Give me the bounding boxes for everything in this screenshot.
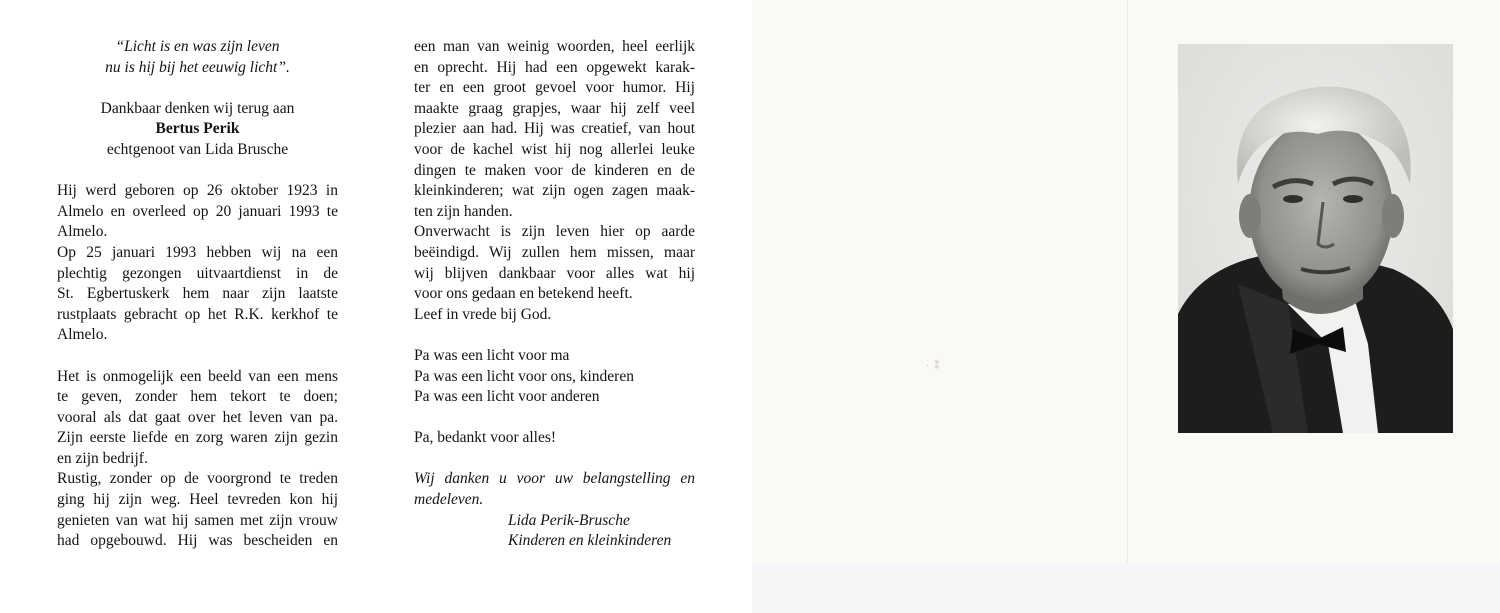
intro-line: Dankbaar denken wij terug aan xyxy=(100,99,295,117)
text-line: en oprecht. Hij had een opgewekt karak- xyxy=(414,58,695,76)
poem-line: Pa was een licht voor ma xyxy=(414,346,570,364)
text-line: genieten van wat hij samen met zijn vrouw xyxy=(57,511,338,529)
quote-line: “Licht is en was zijn leven xyxy=(115,38,280,55)
text-line: kleinkinderen; wat zijn ogen zagen maak- xyxy=(414,182,695,200)
text-line: Op 25 januari 1993 hebben wij na een xyxy=(57,243,338,261)
text-line: voor ons gedaan en betekend heeft. xyxy=(414,285,633,303)
memorial-quote xyxy=(57,37,338,78)
text-line: Almelo. xyxy=(57,223,108,241)
thanks-line: Pa, bedankt voor alles! xyxy=(414,429,557,447)
dedication xyxy=(57,99,338,161)
poem-line: Pa was een licht voor anderen xyxy=(414,388,600,406)
text-line: ter en een groot gevoel voor humor. Hij xyxy=(414,79,695,97)
fold-line xyxy=(1127,0,1128,563)
closing-line: Wij danken u voor uw belangstelling en xyxy=(414,470,695,488)
text-line: beëindigd. Wij zullen hem missen, maar xyxy=(414,243,695,261)
closing-text xyxy=(414,469,695,510)
paper-speck: · ⁑ xyxy=(926,361,940,372)
paragraph-personality xyxy=(414,37,695,222)
text-line: dingen te maken voor de kinderen en de xyxy=(414,161,695,179)
text-line: Rustig, zonder op de voorgrond te treden xyxy=(57,470,338,488)
text-line: ten zijn handen. xyxy=(414,202,513,220)
text-line: te geven, zonder hem tekort te doen; xyxy=(57,388,338,406)
text-line: Almelo. xyxy=(57,326,108,344)
text-line: voor de kachel wist hij nog allerlei leuke xyxy=(414,140,695,158)
text-line: Hij werd geboren op 26 oktober 1923 in xyxy=(57,182,338,200)
spouse-line: echtgenoot van Lida Brusche xyxy=(106,140,289,158)
text-line: vooral als dat gaat over het leven van pa. xyxy=(57,408,338,426)
text-line: rustplaats gebracht op het R.K. kerkhof te xyxy=(57,305,338,323)
paragraph-farewell xyxy=(414,222,695,325)
text-line: had opgebouwd. Hij was bescheiden en xyxy=(57,532,338,550)
text-line: Zijn eerste liefde en zorg waren zijn gezin xyxy=(57,429,338,447)
text-line: en zijn bedrijf. xyxy=(57,449,148,467)
text-line: plechtig gezongen uitvaartdienst in de xyxy=(57,264,338,282)
signature-line: Lida Perik-Brusche xyxy=(508,511,630,529)
paragraph-modesty xyxy=(57,469,338,551)
text-column-right xyxy=(414,37,695,552)
scan-border xyxy=(752,563,1500,613)
text-line: maakte graag grapjes, waar hij zelf veel xyxy=(414,99,695,117)
quote-line: nu is hij bij het eeuwig licht”. xyxy=(105,58,290,76)
text-line: Het is onmogelijk een beeld van een mens xyxy=(57,367,338,385)
closing-line: medeleven. xyxy=(414,491,484,509)
paragraph-birth-death xyxy=(57,181,338,243)
text-line: wij blijven dankbaar voor alles wat hij xyxy=(414,264,695,282)
poem-line: Pa was een licht voor ons, kinderen xyxy=(414,367,634,385)
paragraph-funeral xyxy=(57,243,338,346)
text-line: Leef in vrede bij God. xyxy=(414,305,552,323)
text-line: Onverwacht is zijn leven hier op aarde xyxy=(414,223,695,241)
portrait-photo xyxy=(1178,44,1453,433)
poem xyxy=(414,346,695,408)
deceased-name: Bertus Perik xyxy=(155,120,240,138)
text-line: Almelo en overleed op 20 januari 1993 te xyxy=(57,202,338,220)
paragraph-character xyxy=(57,367,338,470)
signature-line: Kinderen en kleinkinderen xyxy=(508,532,672,550)
text-line: een man van weinig woorden, heel eerlijk xyxy=(414,38,695,55)
text-column-left xyxy=(57,37,338,552)
text-line: plezier aan had. Hij was creatief, van hout xyxy=(414,120,695,138)
text-line: ging hij zijn weg. Heel tevreden kon hij xyxy=(57,491,338,509)
signature xyxy=(414,511,695,552)
text-line: St. Egbertuskerk hem naar zijn laatste xyxy=(57,285,338,303)
